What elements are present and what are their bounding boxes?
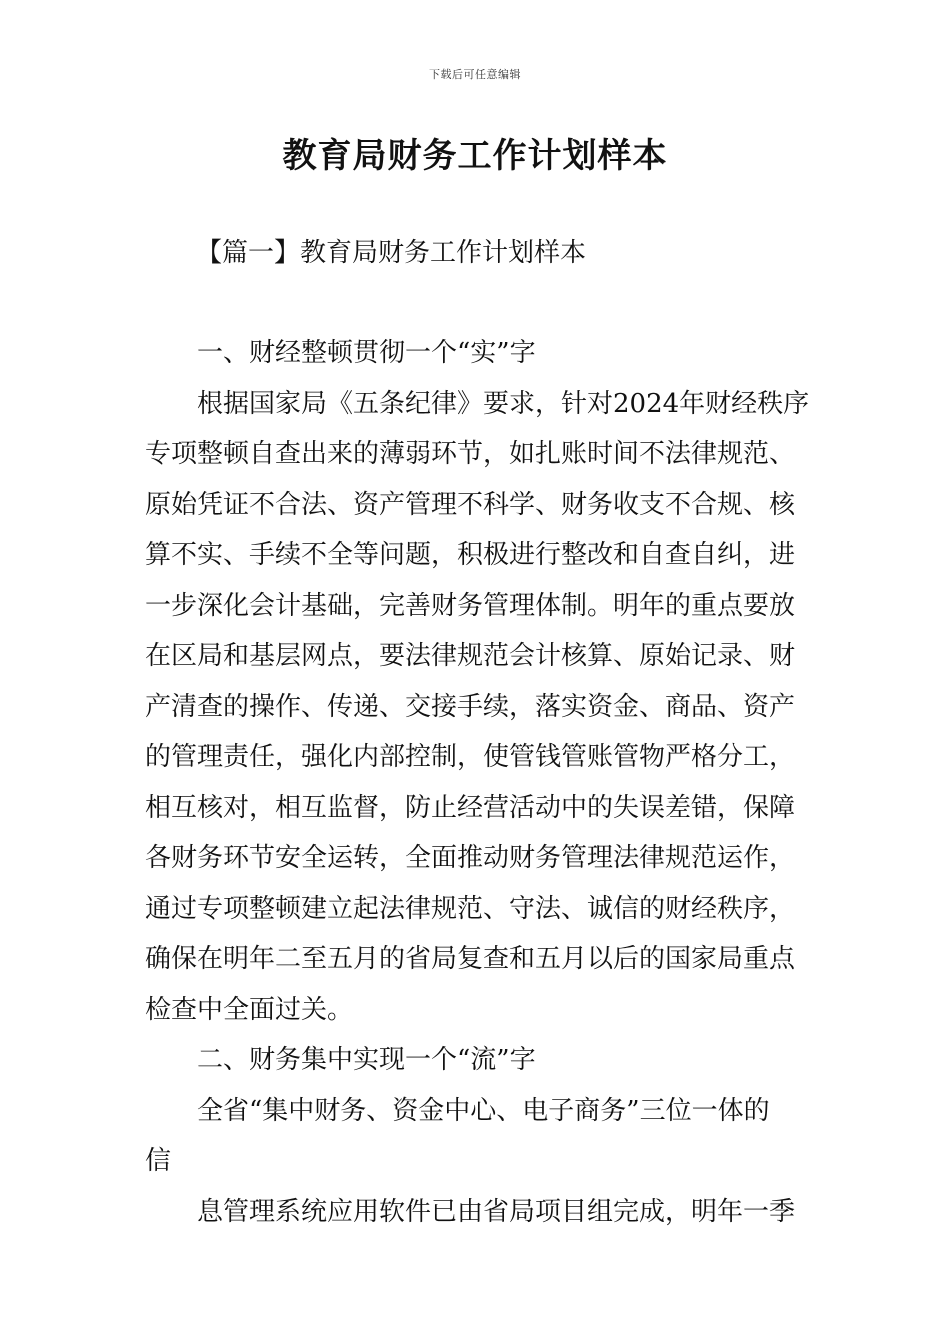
- paragraph-line: 在区局和基层网点，要法律规范会计核算、原始记录、财: [145, 641, 796, 671]
- paragraph-line: 一步深化会计基础，完善财务管理体制。明年的重点要放: [145, 590, 796, 621]
- paragraph-line: 检查中全面过关。: [145, 994, 354, 1025]
- paragraph-line: 确保在明年二至五月的省局复查和五月以后的国家局重点: [145, 944, 796, 974]
- paragraph-line: 算不实、手续不全等问题，积极进行整改和自查自纠，进: [145, 540, 796, 570]
- paragraph-line: 各财务环节安全运转，全面推动财务管理法律规范运作，: [145, 843, 796, 873]
- section-heading-1: 一、财经整顿贯彻一个“实”字: [197, 338, 536, 368]
- paragraph-line: 息管理系统应用软件已由省局项目组完成，明年一季: [197, 1196, 796, 1227]
- document-title: 教育局财务工作计划样本: [282, 136, 668, 176]
- section-heading-2: 二、财务集中实现一个“流”字: [197, 1045, 536, 1075]
- paragraph-line: 通过专项整顿建立起法律规范、守法、诚信的财经秩序，: [145, 893, 796, 924]
- paragraph-line: 原始凭证不合法、资产管理不科学、财务收支不合规、核: [145, 489, 796, 520]
- paragraph-line: 专项整顿自查出来的薄弱环节，如扎账时间不法律规范、: [145, 439, 796, 469]
- paragraph-line: 全省“集中财务、资金中心、电子商务”三位一体的: [197, 1095, 770, 1126]
- paragraph-line: 的管理责任，强化内部控制，使管钱管账管物严格分工，: [145, 742, 796, 772]
- document-body: [145, 328, 810, 1237]
- paragraph-line: 产清查的操作、传递、交接手续，落实资金、商品、资产: [145, 691, 796, 722]
- page-header-note: 下载后可任意编辑: [429, 68, 521, 81]
- paragraph-line: 根据国家局《五条纪律》要求，针对2024年财经秩序: [197, 388, 810, 419]
- paragraph-line: 信: [145, 1146, 172, 1176]
- part-heading: 【篇一】教育局财务工作计划样本: [196, 238, 587, 268]
- paragraph-line: 相互核对，相互监督，防止经营活动中的失误差错，保障: [145, 792, 796, 823]
